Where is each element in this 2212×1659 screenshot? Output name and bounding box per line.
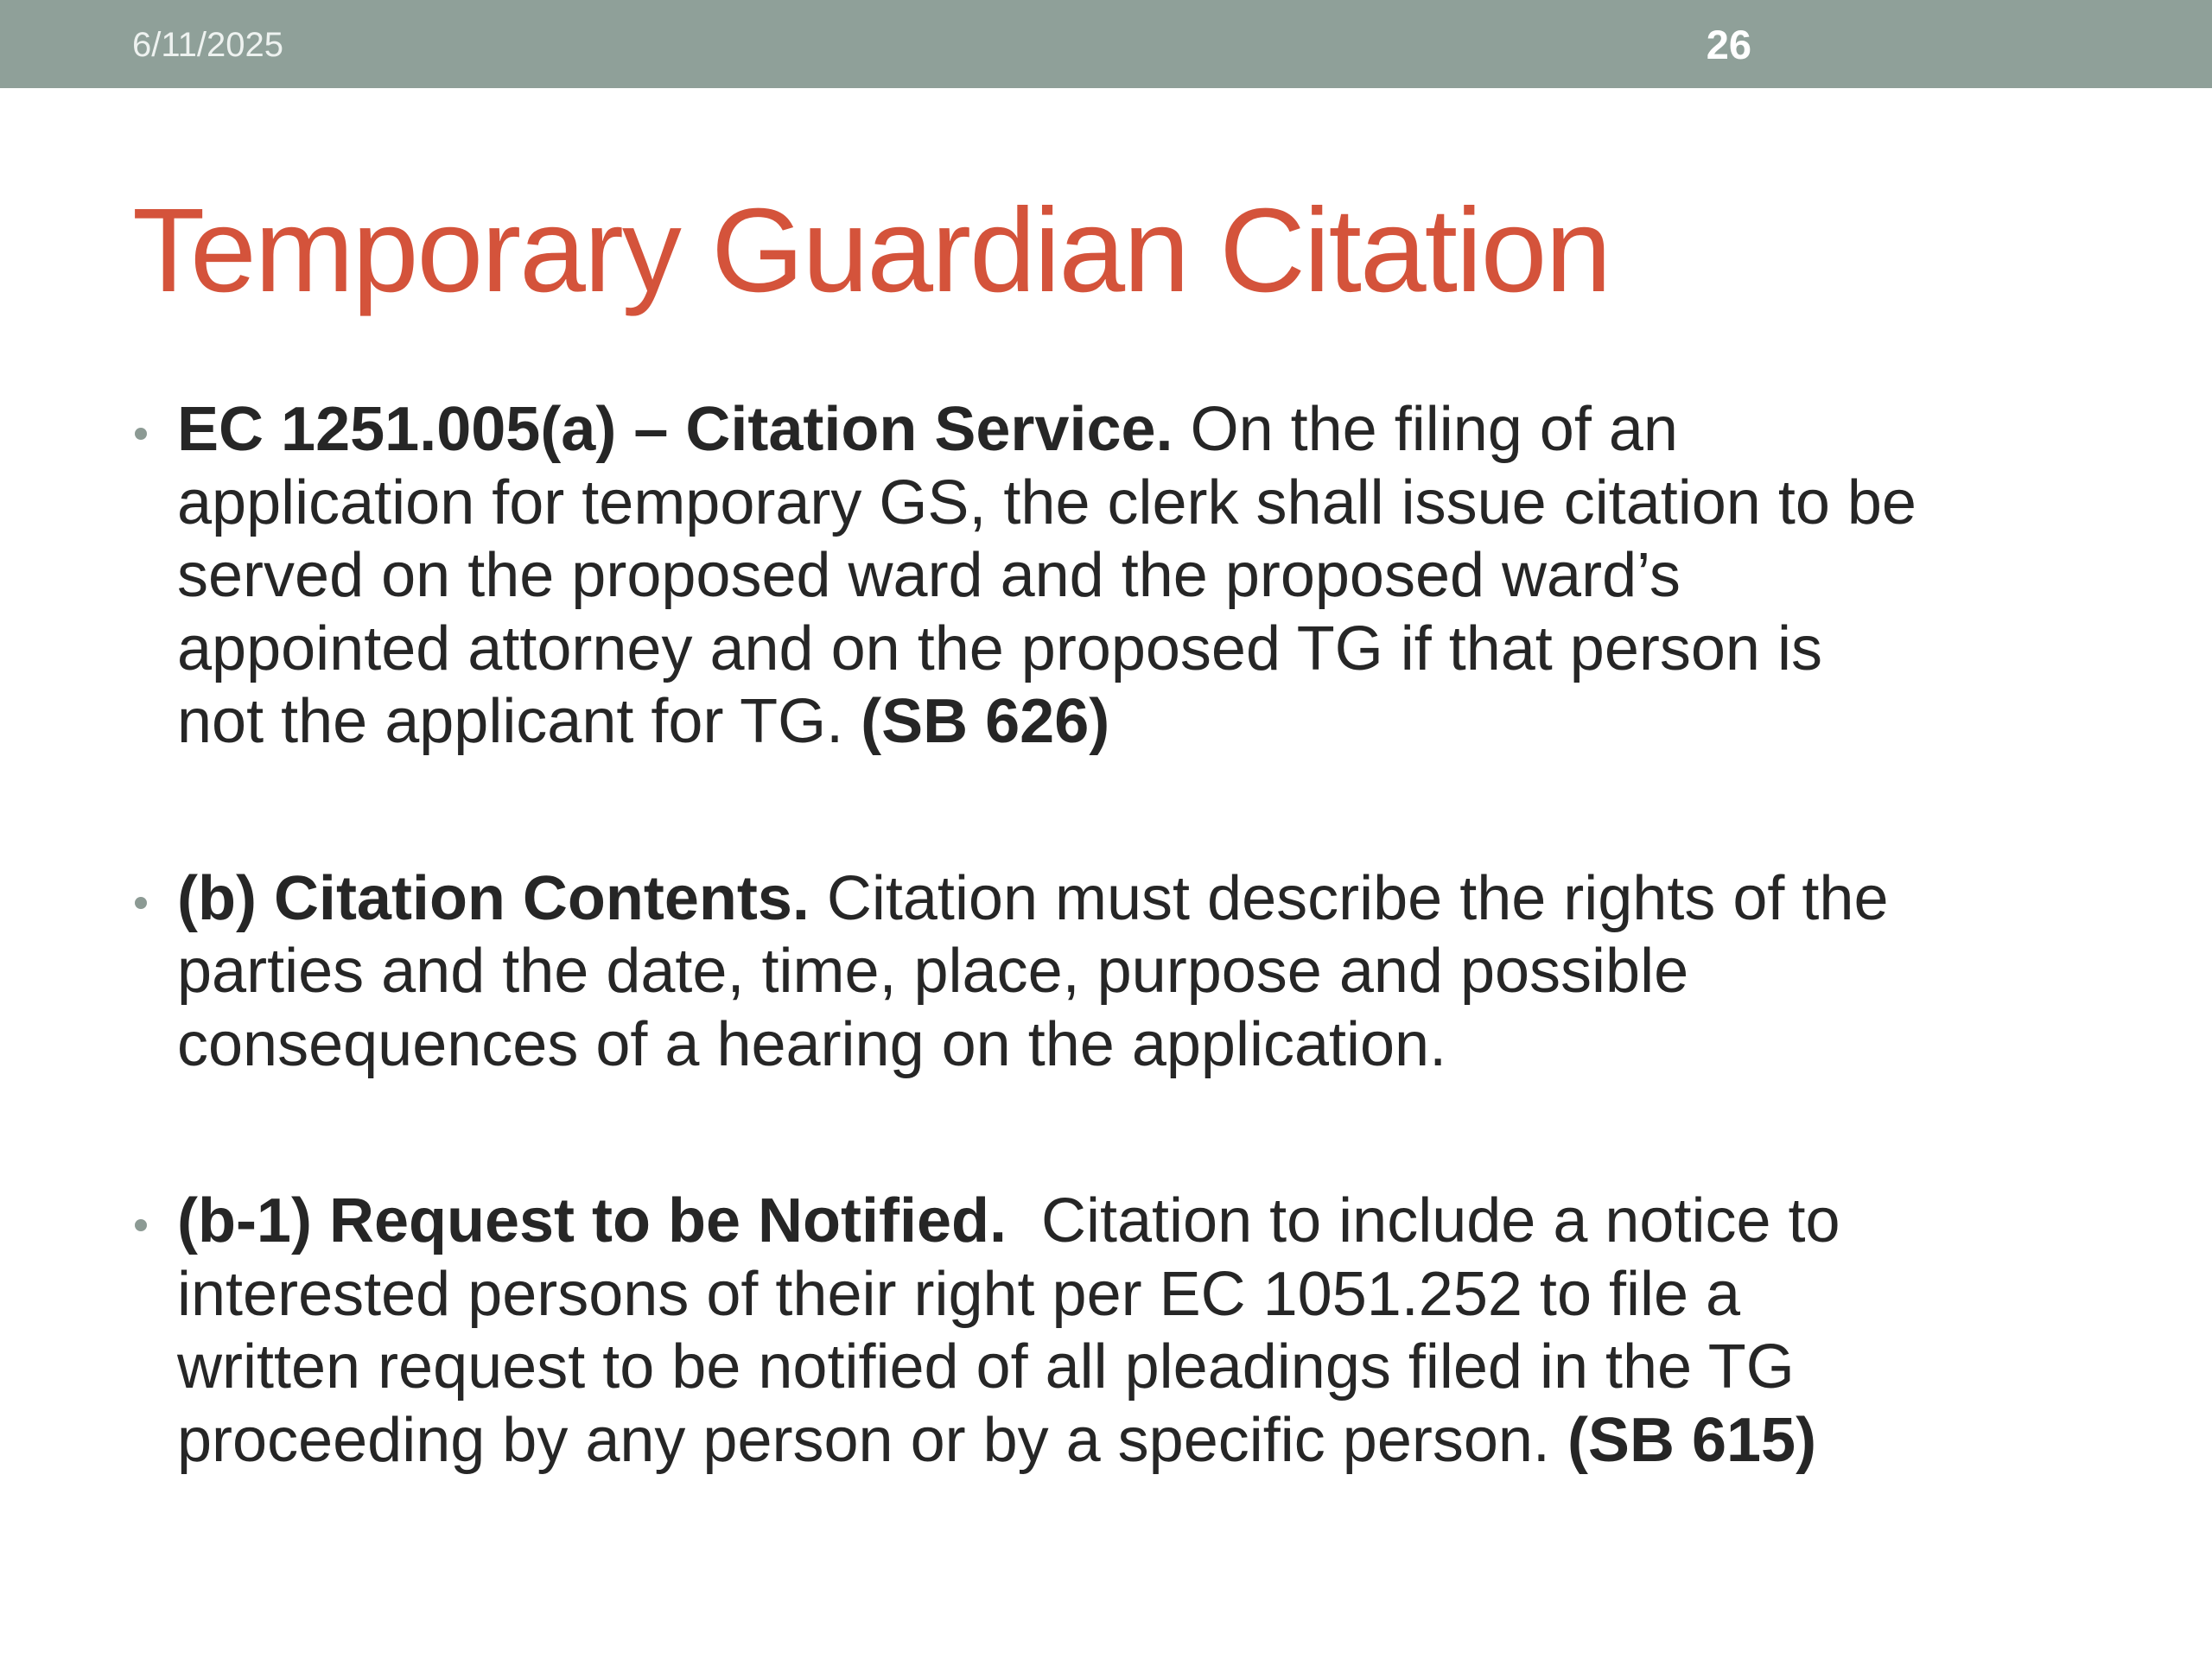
bullet-heading: EC 1251.005(a) – Citation Service.	[177, 395, 1173, 464]
bullet-icon	[135, 897, 147, 909]
slide-date: 6/11/2025	[132, 26, 283, 64]
bullet-line	[177, 1185, 2091, 1258]
header-bar	[0, 0, 2212, 88]
slide-page-number: 26	[1706, 22, 1751, 67]
bullet-text: On the filing of an	[1173, 395, 1678, 464]
bullet-line: served on the proposed ward and the proposed ward’s	[177, 541, 1681, 610]
bullet-item-citation-service	[130, 393, 2091, 759]
bullet-line: interested persons of their right per EC 1051.252 to file a	[177, 1259, 1741, 1329]
bullet-text: Citation to include a notice to	[1006, 1186, 1840, 1255]
bullet-item-citation-contents	[130, 862, 2091, 1082]
bullet-icon	[135, 1219, 147, 1231]
bullet-line	[177, 1404, 2091, 1478]
bullet-heading: (b) Citation Contents.	[177, 863, 810, 933]
bullet-line	[177, 685, 2091, 759]
bullet-text: not the applicant for TG.	[177, 687, 861, 756]
bill-reference: (SB 615)	[1567, 1405, 1817, 1475]
bullet-line: consequences of a hearing on the application.	[177, 1009, 1447, 1079]
bullet-line: application for temporary GS, the clerk shall issue citation to be	[177, 467, 1916, 537]
slide-title: Temporary Guardian Citation	[132, 184, 1611, 317]
bullet-line: appointed attorney and on the proposed TG if that person is	[177, 613, 1822, 683]
bill-reference: (SB 626)	[861, 687, 1110, 756]
bullet-item-request-to-be-notified	[130, 1185, 2091, 1477]
bullet-line: written request to be notified of all pleadings filed in the TG	[177, 1332, 1795, 1402]
bullet-line	[177, 862, 2091, 936]
bullet-heading: (b-1) Request to be Notified.	[177, 1186, 1007, 1255]
bullet-text: proceeding by any person or by a specific person.	[177, 1405, 1567, 1475]
bullet-text: Citation must describe the rights of the	[809, 863, 1889, 933]
bullet-line: parties and the date, time, place, purpose and possible	[177, 937, 1689, 1006]
bullet-line	[177, 393, 2091, 467]
bullet-list	[130, 393, 2091, 1477]
bullet-icon	[135, 428, 147, 440]
